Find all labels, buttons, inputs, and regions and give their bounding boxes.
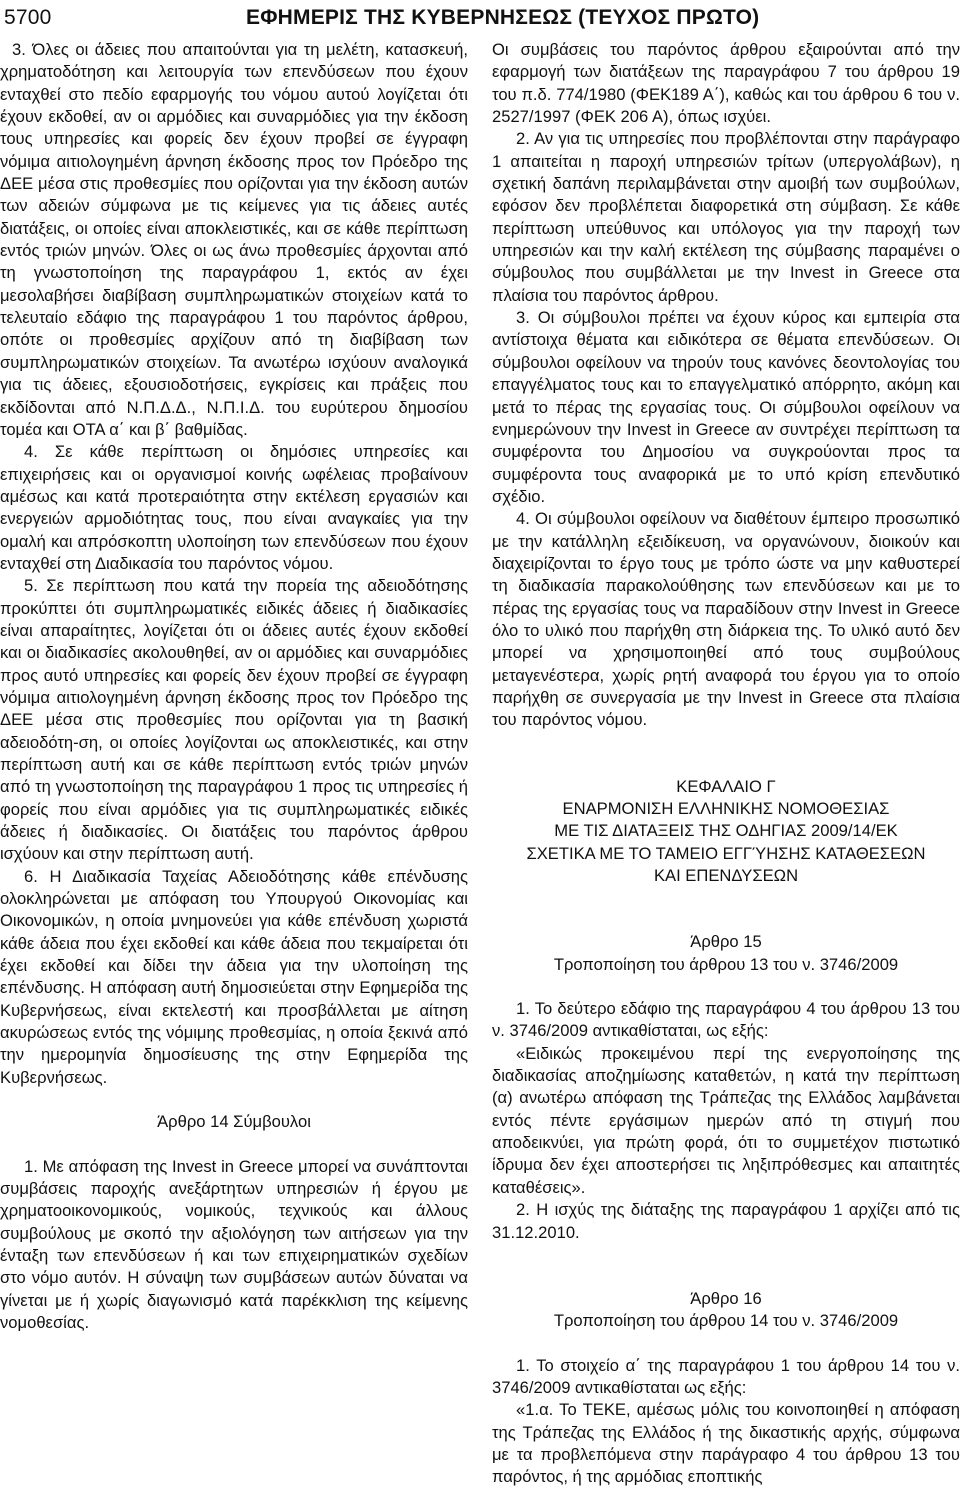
article-16-paragraph-1: 1. Το στοιχείο α΄ της παραγράφου 1 του άρθρου 14 του ν. 3746/2009 αντικαθίσταται ως εξής: <box>492 1355 960 1397</box>
page-number: 5700 <box>4 6 52 29</box>
chapter-title-line-1: ΕΝΑΡΜΟΝΙΣΗ ΕΛΛΗΝΙΚΗΣ ΝΟΜΟΘΕΣΙΑΣ <box>562 799 890 818</box>
article-15-heading: Άρθρο 15 <box>690 932 762 952</box>
page-header <box>0 0 960 34</box>
article-14-paragraph-2: 2. Αν για τις υπηρεσίες που προβλέπονται στην παράγραφο 1 απαιτείται η παροχή υπηρεσιών τρίτων (υπεργολάβων), η σχετική δαπάνη περιλαμβάνεται στην αμοιβή των συμβούλων, εφόσον δεν προβλέπεται διαφορετικά στη σύμβαση. Σε κάθε περίπτωση υπεύθυνος και υπόλογος για την παροχή των υπηρεσιών και την καλή εκτέλεση της σύμβασης παραμένει ο σύμβουλος που συμβάλλεται με την Invest in Greece στα πλαίσια του παρόντος άρθρου. <box>492 129 960 305</box>
article-14-paragraph-4: 4. Οι σύμβουλοι οφείλουν να διαθέτουν έμπειρο προσωπικό με την κατάλληλη εξειδίκευση, να οργανώνουν, διοικούν και διαχειρίζονται το έργο τους με τρόπο ώστε να μην καθυστερεί τη διαδικασία παρακολούθησης των επενδύσεων και με το πέρας της εργασίας τους να παραδίδουν στην Invest in Greece όλο το υλικό που παρήχθη στη διάρκεια της. Το υλικό αυτό δεν μπορεί να χρησιμοποιηθεί από τους συμβούλους μεταγενέστερα, χωρίς ρητή αναφορά του έργου για το οποίο παρήχθη σε συνεργασία με την Invest in Greece στα πλαίσια του παρόντος νόμου. <box>492 509 960 730</box>
paragraph-3: 3. Όλες οι άδειες που απαιτούνται για τη μελέτη, κατασκευή, χρηματοδότηση και λειτουργία των επενδύσεων που έχουν ενταχθεί στο πεδίο εφαρμογής του νόμου αυτού λογίζεται ότι έχουν εκδοθεί, αν οι αρμόδιες και συναρμόδιες για την έκδοση τους υπηρεσίες και φορείς δεν έχουν προβεί σε έγγραφη νόμιμα αιτιολογημένη άρνηση έκδοσης προς τον Πρόεδρο της ΔΕΕ μέσα στις προθεσμίες που ορίζονται για την έκδοση αυτών των αδειών σύμφωνα με τις κείμενες για τις άδειες αυτές διατάξεις, οι οποίες είναι αποκλειστικές, και σε κάθε περίπτωση εντός τριών μηνών. Όλες οι ως άνω προθεσμίες άρχονται από τη γνωστοποίηση της παραγράφου 1, εκτός αν έχει μεσολαβήσει διαβίβαση συμπληρωματικών στοιχείων κατά το τελευταίο εδάφιο της παραγράφου 1 του παρόντος άρθρου, οπότε οι προθεσμίες αρχίζουν από τη διαβίβαση των συμπληρωματικών στοιχείων. Τα ανωτέρω ισχύουν αναλογικά για τις άδειες, εξουσιοδοτήσεις, εγκρίσεις και πράξεις που εκδίδονται από Ν.Π.Δ.Δ., Ν.Π.Ι.Δ. του ευρύτερου δημοσίου τομέα και ΟΤΑ α΄ και β΄ βαθμίδας. <box>0 40 468 439</box>
chapter-label: ΚΕΦΑΛΑΙΟ Γ <box>676 776 776 796</box>
article-16-subheading: Τροποποίηση του άρθρου 14 του ν. 3746/2009 <box>553 1311 899 1331</box>
article-16-quote: «1.α. Το ΤΕΚΕ, αμέσως μόλις του κοινοποιηθεί η απόφαση της Τράπεζας της Ελλάδος ή της δικαστικής αρχής, σύμφωνα με τα προβλεπόμενα στην παράγραφο 4 του άρθρου 13 του παρόντος, ή της αρμόδιας εποπτικής <box>492 1400 960 1487</box>
paragraph-6: 6. Η Διαδικασία Ταχείας Αδειοδότησης κάθε επένδυσης ολοκληρώνεται με απόφαση του Υπουργού Οικονομίας και Οικονομικών, η οποία μνημονεύει για κάθε επένδυση χωριστά κάθε άδεια που έχει εκδοθεί και κάθε άδεια που τεκμαίρεται ότι έχει εκδοθεί και δίδει την άδεια για την υλοποίηση της επένδυσης. Η απόφαση αυτή δημοσιεύεται στην Εφημερίδα της Κυβερνήσεως, είναι εκτελεστή και προσβάλλεται με αίτηση ακυρώσεως εντός της νόμιμης προθεσμίας, η οποία ξεκινά από την ημερομηνία δημοσίευσης της στην Εφημερίδα της Κυβερνήσεως. <box>0 866 468 1087</box>
paragraph-5: 5. Σε περίπτωση που κατά την πορεία της αδειοδότησης προκύπτει ότι συμπληρωματικές ειδικές άδειες ή διαδικασίες είναι απαραίτητες, λογίζεται ότι οι άδειες αυτές έχουν εκδοθεί και οι διαδικασίες ακολουθηθεί, αν οι αρμόδιες και συναρμόδιες προς αυτό υπηρεσίες και φορείς δεν έχουν προβεί σε έγγραφη νόμιμα αιτιολογημένη άρνηση έκδοσης προς τον Πρόεδρο της ΔΕΕ μέσα στις προθεσμίες που ορίζονται για τη βασική αδειοδότη-ση, οι οποίες λογίζονται ως αποκλειστικές, και στην περίπτωση αυτή και σε κάθε περίπτωση εντός τριών μηνών από τη γνωστοποίηση της παραγράφου 1 προς τις υπηρεσίες ή φορείς που είναι αρμόδιες για τις συμπληρωματικές ειδικές άδειες ή διαδικασίες. Οι διατάξεις του παρόντος άρθρου ισχύουν και στην περίπτωση αυτή. <box>0 576 468 864</box>
article-15-paragraph-2: 2. Η ισχύς της διάταξης της παραγράφου 1 αρχίζει από τις 31.12.2010. <box>492 1200 960 1242</box>
chapter-title-line-4: ΚΑΙ ΕΠΕΝΔΥΣΕΩΝ <box>653 866 799 886</box>
gazette-title: ΕΦΗΜΕΡΙΣ ΤΗΣ ΚΥΒΕΡΝΗΣΕΩΣ (ΤΕΥΧΟΣ ΠΡΩΤΟ) <box>246 6 760 29</box>
article-15-paragraph-1: 1. Το δεύτερο εδάφιο της παραγράφου 4 του άρθρου 13 του ν. 3746/2009 αντικαθίσταται, ως εξής: <box>492 999 960 1041</box>
article-15-subheading: Τροποποίηση του άρθρου 13 του ν. 3746/2009 <box>553 954 899 974</box>
article-16-heading: Άρθρο 16 <box>690 1288 762 1308</box>
article-15-quote: «Ειδικώς προκειμένου περί της ενεργοποίησης της διαδικασίας αποζημίωσης καταθετών, η κατά την περίπτωση (α) ανωτέρω απόφαση της Τράπεζας της Ελλάδος λαμβάνεται εντός πέντε εργάσιμων ημερών από τη στιγμή που αποδεικνύει, για πρώτη φορά, ότι το συμμετέχον πιστωτικό ίδρυμα δεν έχει αποστερήσει τις ληξιπρόθεσμες και απαιτητές καταθέσεις». <box>492 1043 960 1197</box>
paragraph-4: 4. Σε κάθε περίπτωση οι δημόσιες υπηρεσίες και επιχειρήσεις και οι οργανισμοί κοινής ωφέλειας προβαίνουν αμέσως και κατά προτεραιότητα στην εκτέλεση εργασιών και ενεργειών αρμοδιότητας τους, που είναι αναγκαίες για την ομαλή και απρόσκοπτη υλοποίηση των επενδύσεων που έχουν ενταχθεί στη Διαδικασία του παρόντος νόμου. <box>0 442 468 573</box>
chapter-title-line-2: ΜΕ ΤΙΣ ΔΙΑΤΑΞΕΙΣ ΤΗΣ ΟΔΗΓΙΑΣ 2009/14/ΕΚ <box>554 821 898 841</box>
left-column <box>0 39 468 1334</box>
article-14-paragraph-1-continued: Οι συμβάσεις του παρόντος άρθρου εξαιρούνται από την εφαρμογή των διατάξεων της παραγράφου 7 του άρθρου 19 του π.δ. 774/1980 (ΦΕΚ189 Α΄), καθώς και του άρθρου 6 του ν. 2527/1997 (ΦΕΚ 206 Α), όπως ισχύει. <box>492 40 960 127</box>
article-14-paragraph-1: 1. Με απόφαση της Invest in Greece μπορεί να συνάπτονται συμβάσεις παροχής ανεξάρτητων υπηρεσιών ή έργου με χρηματοοικονομικούς, νομικούς, τεχνικούς και άλλους συμβούλους με σκοπό την αξιολόγηση των αιτήσεων για την ένταξη των επενδύσεων ή και των επιχειρηματικών σχεδίων στο νόμο αυτόν. Η σύναψη των συμβάσεων αυτών δύναται να γίνεται με ή χωρίς διαγωνισμό κατά παρέκκλιση της κείμενης νομοθεσίας. <box>0 1156 468 1332</box>
article-14-heading: Άρθρο 14 Σύμβουλοι <box>157 1112 311 1132</box>
chapter-title-line-3: ΣΧΕΤΙΚΑ ΜΕ ΤΟ ΤΑΜΕΙΟ ΕΓΓΎΗΣΗΣ ΚΑΤΑΘΕΣΕΩΝ <box>526 843 926 863</box>
article-14-paragraph-3: 3. Οι σύμβουλοι πρέπει να έχουν κύρος και εμπειρία στα αντίστοιχα θέματα και ειδικότερα σε θέματα επενδύσεων. Οι σύμβουλοι οφείλουν να τηρούν τους κανόνες δεοντολογίας του επαγγέλματος τους και το επαγγελματικό απόρρητο, ακόμη και μετά το πέρας της εργασίας τους. Οι σύμβουλοι οφείλουν να ενημερώνουν την Invest in Greece αν συντρέχει περίπτωση τα συμφέροντα του Δημοσίου να συγκρούονται προς τα συμφέροντα τους αναφορικά με το υπό κρίση επενδυτικό σχέδιο. <box>492 308 960 506</box>
right-column <box>492 39 960 1489</box>
